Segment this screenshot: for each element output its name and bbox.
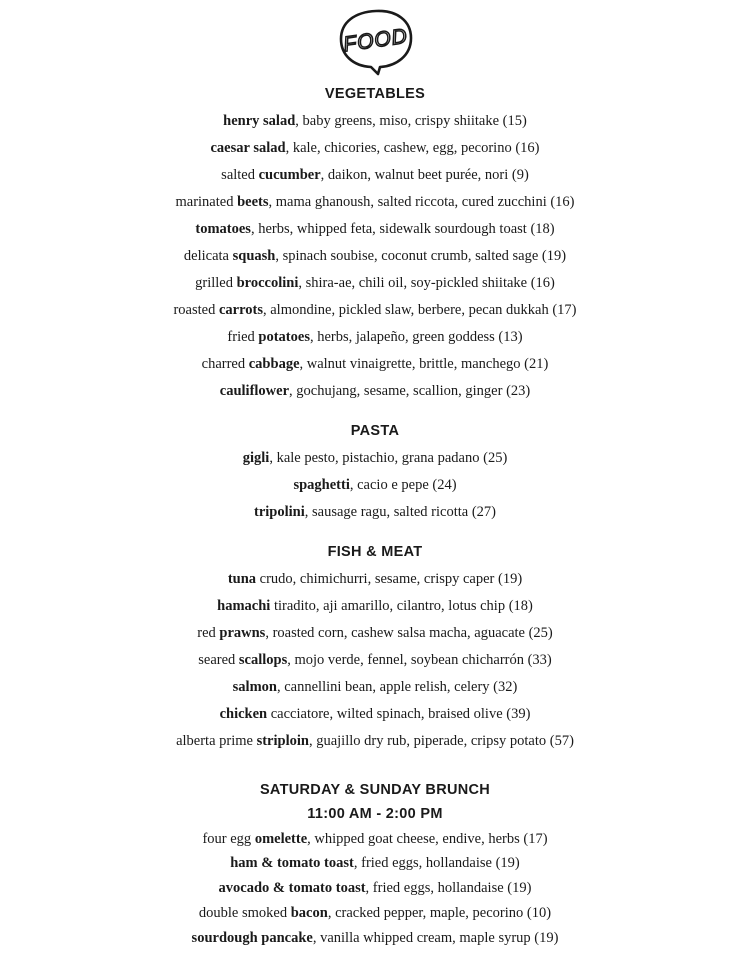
section-heading-vegetables: VEGETABLES [324,86,426,102]
menu-item: marinated beets, mama ghanoush, salted riccota, cured zucchini (16) [175,194,575,210]
menu-item: grilled broccolini, shira-ae, chili oil, soy-pickled shiitake (16) [195,275,555,291]
dish-name: sourdough pancake [191,930,313,946]
menu-item: four egg omelette, whipped goat cheese, endive, herbs (17) [202,831,548,847]
menu-item: henry salad, baby greens, miso, crispy shiitake (15) [223,113,527,129]
dish-name: avocado & tomato toast [218,880,366,896]
dish-name: tripolini [253,504,305,520]
menu-item: tuna crudo, chimichurri, sesame, crispy caper (19) [227,571,523,587]
dish-name: cauliflower [219,383,290,399]
dish-name: cucumber [258,167,321,183]
dish-name: caesar salad [210,140,286,156]
menu-item: spaghetti, cacio e pepe (24) [293,477,457,493]
dish-name: potatoes [258,329,310,345]
dish-name: hamachi [217,598,271,614]
dish-name: beets [237,194,269,210]
menu-item: gigli, kale pesto, pistachio, grana padano (25) [242,450,508,466]
menu-item: caesar salad, kale, chicories, cashew, egg, pecorino (16) [210,140,540,156]
section-heading-fish-meat: FISH & MEAT [327,544,423,560]
dish-name: omelette [254,831,308,847]
dish-name: tuna [227,571,257,587]
dish-name: cabbage [248,356,300,372]
menu-item: chicken cacciatore, wilted spinach, braised olive (39) [219,706,531,722]
menu-item: avocado & tomato toast, fried eggs, hollandaise (19) [218,880,532,896]
dish-name: striploin [256,733,309,749]
menu-item: charred cabbage, walnut vinaigrette, brittle, manchego (21) [201,356,549,372]
menu-item: tripolini, sausage ragu, salted ricotta (27) [253,504,496,520]
menu-item: seared scallops, mojo verde, fennel, soybean chicharrón (33) [198,652,552,668]
menu-item: delicata squash, spinach soubise, coconut crumb, salted sage (19) [183,248,567,264]
dish-name: scallops [238,652,288,668]
dish-name: henry salad [223,113,296,129]
menu-item: tomatoes, herbs, whipped feta, sidewalk sourdough toast (18) [195,221,555,237]
menu-item: alberta prime striploin, guajillo dry rub, piperade, cripsy potato (57) [176,733,574,749]
dish-name: tomatoes [195,221,251,237]
logo-text: FOOD [342,24,410,57]
brunch-hours: 11:00 AM - 2:00 PM [307,806,443,822]
menu-item: cauliflower, gochujang, sesame, scallion, ginger (23) [219,383,531,399]
menu-item: red prawns, roasted corn, cashew salsa macha, aguacate (25) [197,625,553,641]
dish-name: bacon [290,905,328,921]
menu-item: roasted carrots, almondine, pickled slaw, berbere, pecan dukkah (17) [173,302,577,318]
menu-item: salted cucumber, daikon, walnut beet purée, nori (9) [221,167,529,183]
menu-item: sourdough pancake, vanilla whipped cream, maple syrup (19) [191,930,559,946]
dish-name: broccolini [236,275,299,291]
dish-name: salmon [232,679,277,695]
food-logo [336,7,416,79]
menu-item: double smoked bacon, cracked pepper, maple, pecorino (10) [198,905,552,921]
dish-name: squash [232,248,276,264]
dish-name: ham & tomato toast [230,855,354,871]
menu-item: ham & tomato toast, fried eggs, hollandaise (19) [230,855,520,871]
section-heading-pasta: PASTA [350,423,400,439]
section-heading-brunch: SATURDAY & SUNDAY BRUNCH [259,782,491,798]
menu-item: hamachi tiradito, aji amarillo, cilantro, lotus chip (18) [217,598,533,614]
dish-name: carrots [218,302,263,318]
dish-name: gigli [242,450,270,466]
menu-item: fried potatoes, herbs, jalapeño, green goddess (13) [227,329,523,345]
dish-name: spaghetti [293,477,350,493]
dish-name: prawns [219,625,266,641]
dish-name: chicken [219,706,268,722]
menu-item: salmon, cannellini bean, apple relish, celery (32) [232,679,518,695]
